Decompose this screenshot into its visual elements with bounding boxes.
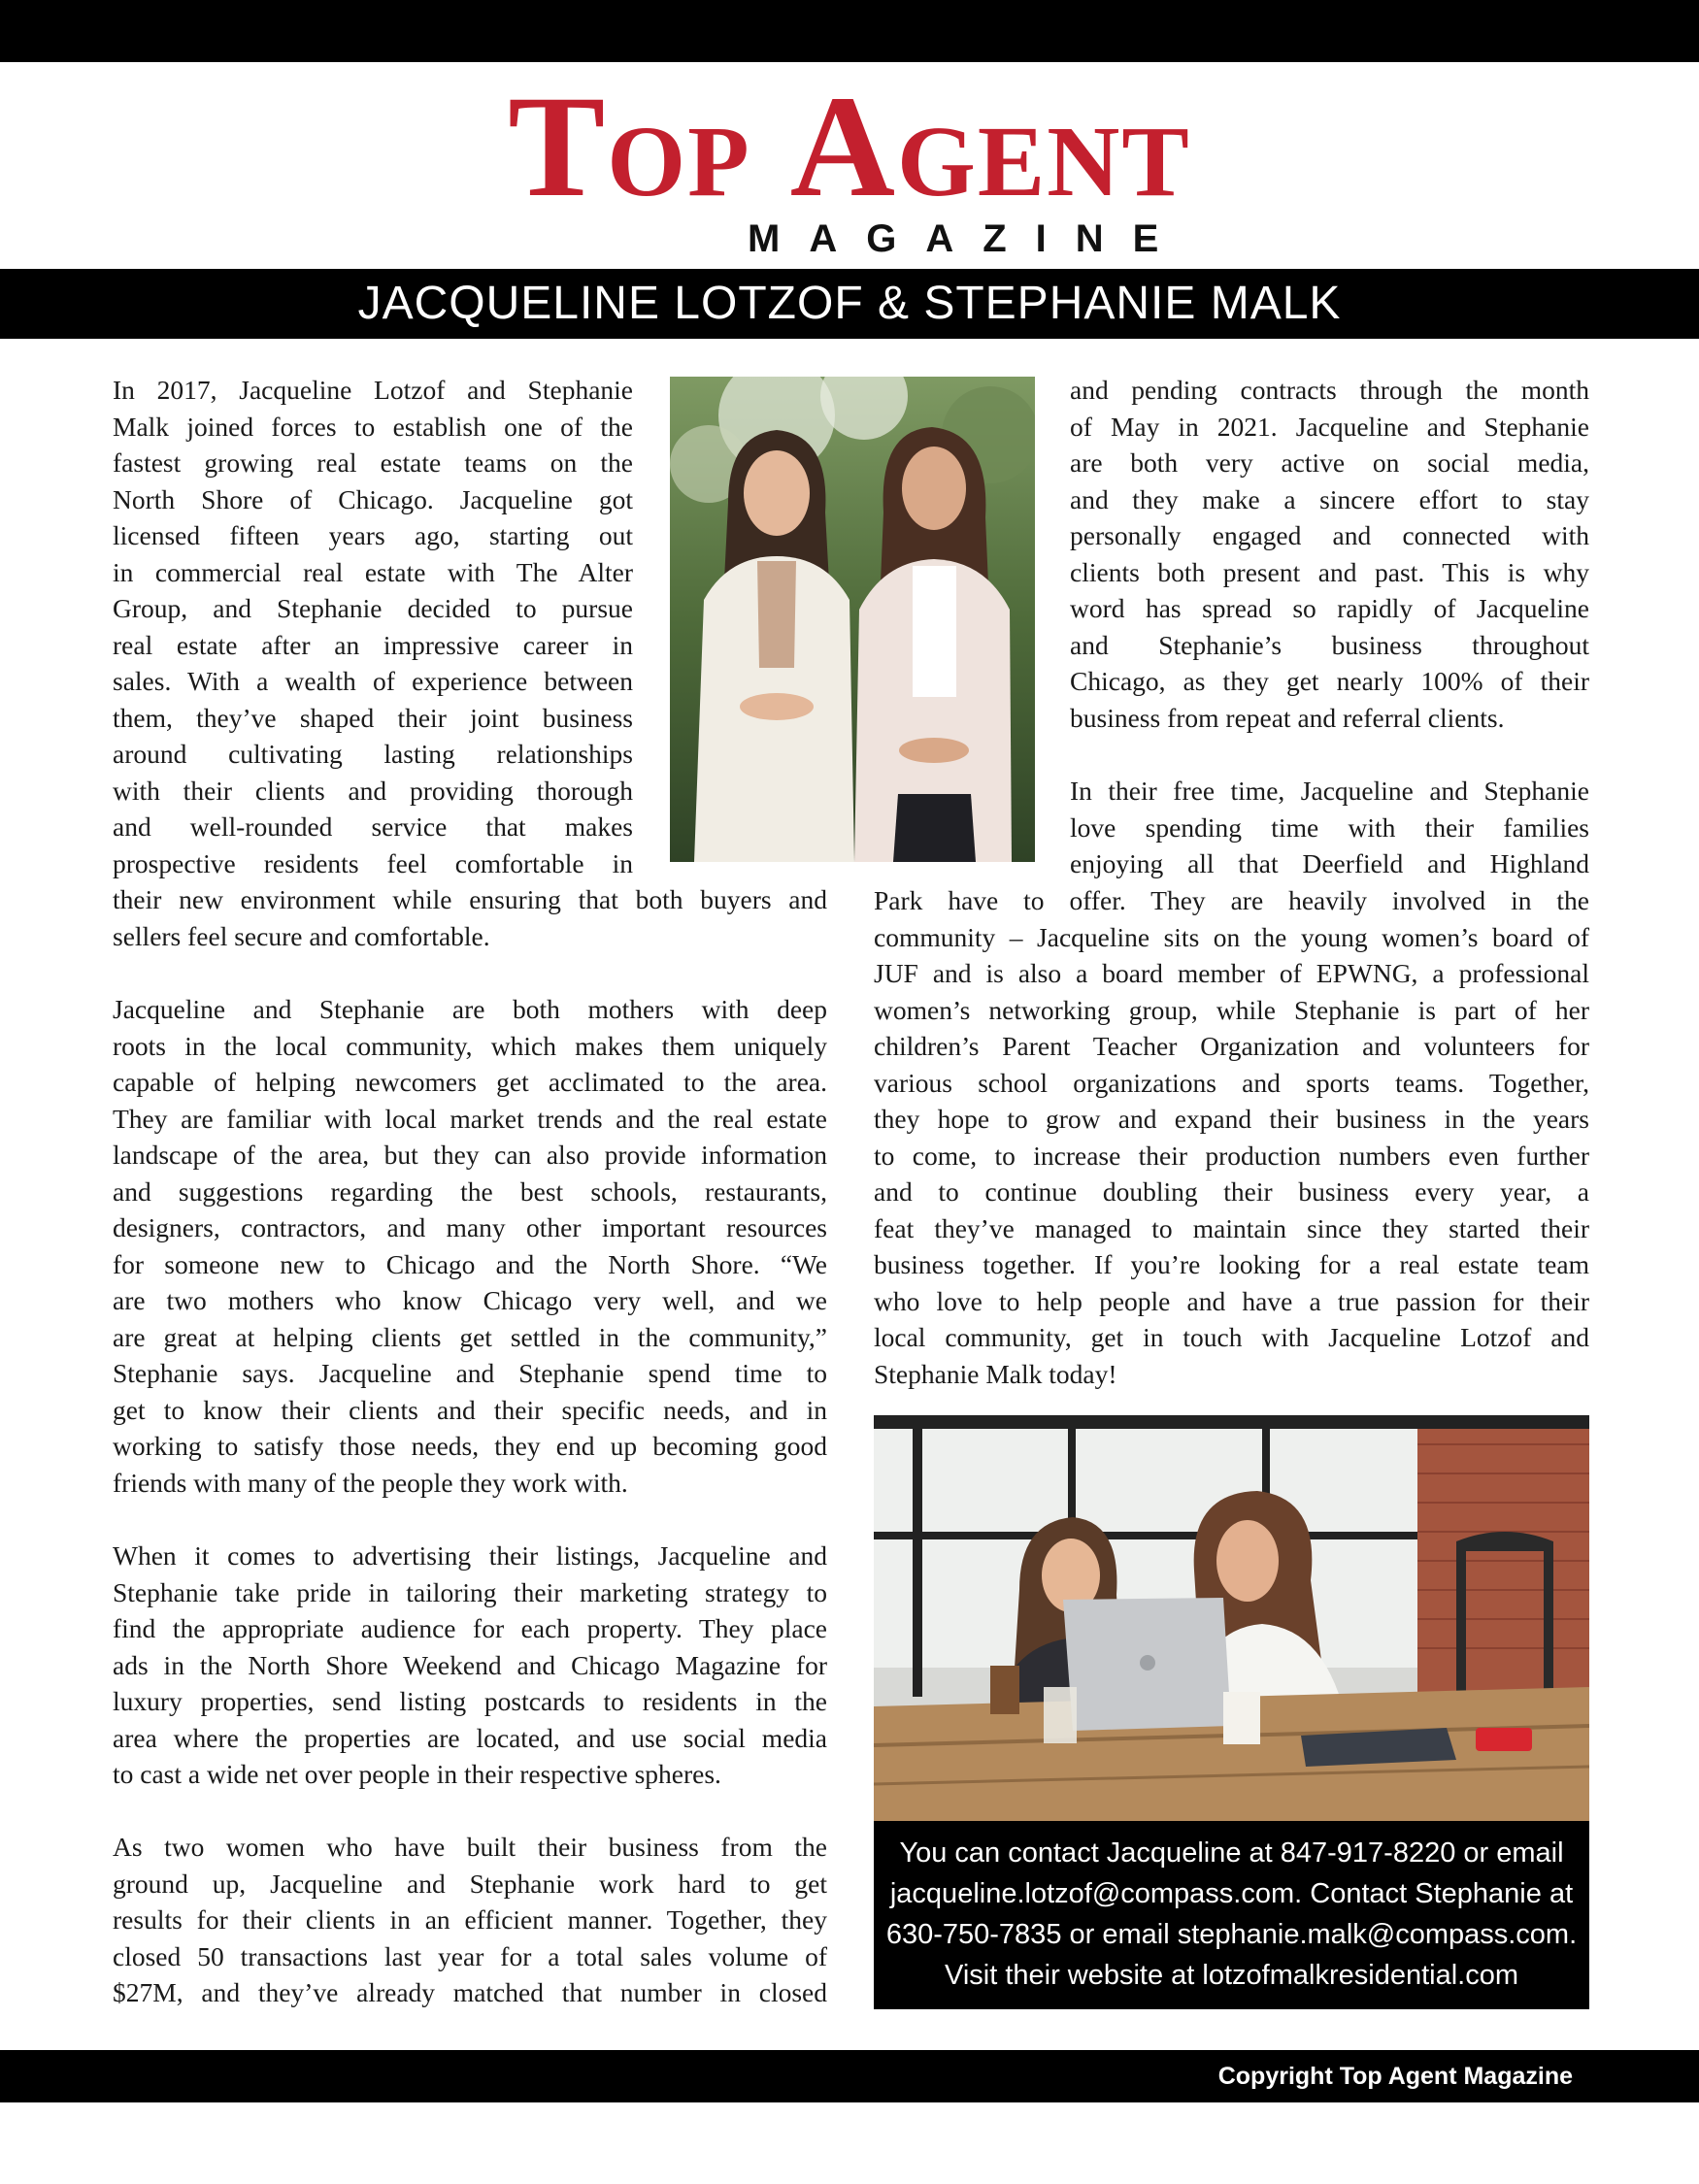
footer-bar — [0, 2050, 1699, 2102]
text-line: women’s networking group, while Stephanie is part of her — [874, 994, 1589, 1025]
text-line: their new environment while ensuring that both buyers and — [113, 884, 827, 914]
text-line: prospective residents feel comfortable in — [113, 847, 633, 878]
text-line: Stephanie Malk today! — [874, 1358, 1117, 1389]
text-line: friends with many of the people they work with. — [113, 1467, 628, 1498]
text-line: area where the properties are located, and use social media — [113, 1722, 827, 1753]
magazine-logo — [0, 66, 1699, 227]
text-line: real estate after an impressive career in — [113, 629, 633, 660]
text-line: get to know their clients and their specific needs, and in — [113, 1394, 827, 1425]
text-line: Stephanie take pride in tailoring their marketing strategy to — [113, 1576, 827, 1607]
logo-letter: A — [789, 66, 898, 227]
article-paragraph-2 — [113, 991, 827, 1501]
top-black-bar — [0, 0, 1699, 62]
text-line: find the appropriate audience for each property. They place — [113, 1613, 827, 1643]
logo-letter: T — [508, 66, 608, 227]
text-line: with their clients and providing thorough — [113, 775, 633, 806]
text-line: Malk joined forces to establish one of the — [113, 411, 633, 442]
contact-line: Visit their website at lotzofmalkresidential.com — [945, 1960, 1518, 1991]
article-paragraph-1 — [113, 372, 633, 881]
agents-working-photo — [874, 1415, 1589, 1821]
text-line: Jacqueline and Stephanie are both mothers with deep — [113, 994, 827, 1024]
text-line: and pending contracts through the month — [1070, 375, 1589, 405]
text-line: luxury properties, send listing postcards to residents in the — [113, 1686, 827, 1716]
text-line: sellers feel secure and comfortable. — [113, 920, 490, 951]
text-line: landscape of the area, but they can also provide information — [113, 1140, 827, 1170]
text-line: clients both present and past. This is why — [1070, 556, 1589, 587]
text-line: In their free time, Jacqueline and Stephanie — [1070, 776, 1589, 806]
text-line: Group, and Stephanie decided to pursue — [113, 593, 633, 623]
text-line: capable of helping newcomers get acclimated to the area. — [113, 1067, 827, 1097]
agents-portrait-photo — [670, 377, 1035, 862]
text-line: designers, contractors, and many other important resources — [113, 1212, 827, 1242]
text-line: love spending time with their families — [1070, 811, 1589, 843]
text-line: They are familiar with local market trends and the real estate — [113, 1103, 827, 1134]
copyright-text: Copyright Top Agent Magazine — [1217, 2063, 1573, 2090]
text-line: children’s Parent Teacher Organization and volunteers for — [874, 1031, 1589, 1061]
text-line: business together. If you’re looking for a real estate team — [874, 1249, 1589, 1279]
contact-info-box — [874, 1821, 1589, 2009]
article-paragraph-6-cont — [874, 882, 1589, 1392]
text-line: and Stephanie’s business throughout — [1070, 629, 1589, 660]
text-line: enjoying all that Deerfield and Highland — [1070, 848, 1589, 878]
text-line: ads in the North Shore Weekend and Chicago Magazine for — [113, 1649, 827, 1680]
article-paragraph-6 — [1070, 773, 1589, 882]
logo-letters: GENT — [897, 106, 1191, 217]
text-line: they hope to grow and expand their business in the years — [874, 1104, 1589, 1134]
text-line: roots in the local community, which makes them uniquely — [113, 1030, 827, 1061]
masthead — [0, 66, 1699, 268]
text-line: feat they’ve managed to maintain since they started their — [874, 1212, 1589, 1243]
text-line: who love to help people and have a true passion for their — [874, 1285, 1589, 1316]
text-line: Park have to offer. They are heavily involved in the — [874, 885, 1589, 915]
text-line: $27M, and they’ve already matched that number in closed — [113, 1977, 827, 2007]
text-line: personally engaged and connected with — [1070, 520, 1589, 550]
contact-line: jacqueline.lotzof@compass.com. Contact Stephanie at — [889, 1878, 1574, 1909]
text-line: ground up, Jacqueline and Stephanie work hard to get — [113, 1868, 827, 1899]
text-line: closed 50 transactions last year for a total sales volume of — [113, 1940, 827, 1971]
text-line: sales. With a wealth of experience between — [113, 666, 633, 696]
text-line: various school organizations and sports teams. Together, — [874, 1067, 1589, 1098]
article-paragraph-5 — [1070, 372, 1589, 736]
text-line: are two mothers who know Chicago very well, and we — [113, 1285, 827, 1315]
text-line: In 2017, Jacqueline Lotzof and Stephanie — [113, 375, 633, 405]
text-line: and to continue doubling their business every year, a — [874, 1176, 1589, 1207]
text-line: and they make a sincere effort to stay — [1070, 483, 1589, 514]
text-line: are both very active on social media, — [1070, 447, 1589, 478]
text-line: word has spread so rapidly of Jacqueline — [1070, 593, 1589, 623]
text-line: Stephanie says. Jacqueline and Stephanie spend time to — [113, 1358, 827, 1388]
text-line: When it comes to advertising their listings, Jacqueline and — [113, 1540, 827, 1571]
text-line: business from repeat and referral clients. — [1070, 702, 1505, 733]
text-line: them, they’ve shaped their joint business — [113, 702, 633, 733]
text-line: Chicago, as they get nearly 100% of their — [1070, 666, 1589, 696]
article-paragraph-4 — [113, 1829, 827, 2011]
text-line: North Shore of Chicago. Jacqueline got — [113, 483, 633, 514]
text-line: community – Jacqueline sits on the young women’s board of — [874, 921, 1589, 952]
text-line: to cast a wide net over people in their respective spheres. — [113, 1759, 721, 1789]
text-line: of May in 2021. Jacqueline and Stephanie — [1070, 411, 1589, 442]
text-line: working to satisfy those needs, they end up becoming good — [113, 1431, 827, 1461]
text-line: are great at helping clients get settled in the community,” — [113, 1321, 827, 1352]
logo-letters: OP — [607, 106, 751, 217]
text-line: for someone new to Chicago and the North Shore. “We — [113, 1248, 827, 1279]
article-paragraph-3 — [113, 1538, 827, 1793]
contact-line: You can contact Jacqueline at 847-917-8220 or email — [899, 1837, 1564, 1869]
text-line: in commercial real estate with The Alter — [113, 556, 633, 587]
text-line: JUF and is also a board member of EPWNG, a professional — [874, 958, 1589, 988]
contact-line: 630-750-7835 or email stephanie.malk@compass.com. — [885, 1919, 1578, 1950]
text-line: As two women who have built their business from the — [113, 1832, 827, 1862]
logo-subtitle: MAGAZINE — [748, 217, 1188, 260]
text-line: and well-rounded service that makes — [113, 811, 633, 842]
text-line: fastest growing real estate teams on the — [113, 447, 633, 478]
article-paragraph-1-cont — [113, 881, 827, 954]
text-line: to come, to increase their production numbers even further — [874, 1140, 1589, 1171]
text-line: licensed fifteen years ago, starting out — [113, 520, 633, 550]
text-line: around cultivating lasting relationships — [113, 739, 633, 769]
article-title: JACQUELINE LOTZOF & STEPHANIE MALK — [0, 269, 1699, 339]
text-line: local community, get in touch with Jacqueline Lotzof and — [874, 1322, 1589, 1352]
text-line: results for their clients in an efficient manner. Together, they — [113, 1904, 827, 1935]
text-line: and suggestions regarding the best schools, restaurants, — [113, 1175, 827, 1207]
